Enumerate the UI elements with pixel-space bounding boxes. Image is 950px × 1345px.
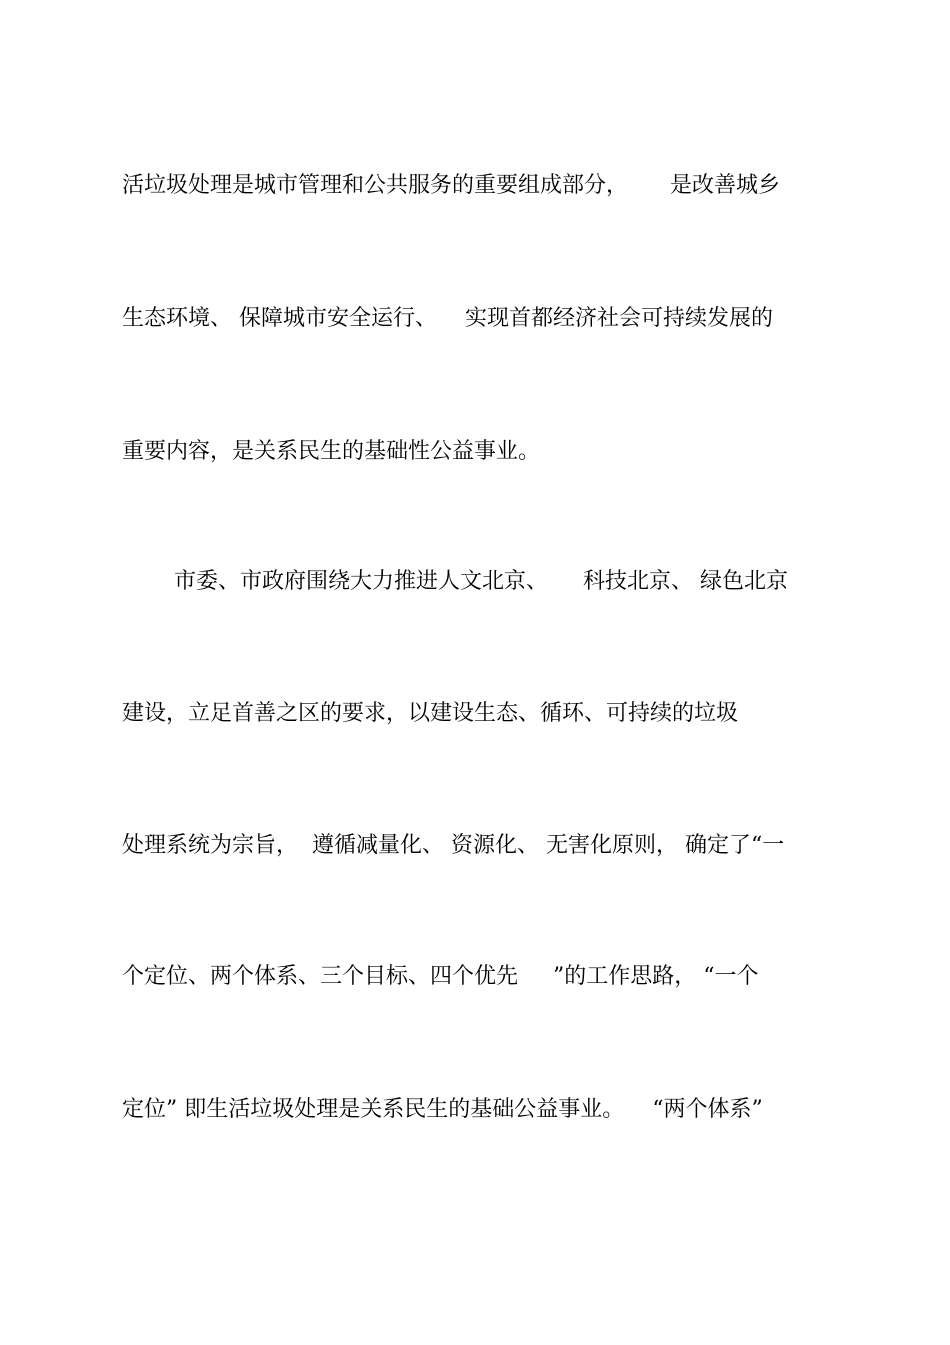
text-line-6: 处理系统为宗旨， 遵循减量化、 资源化、 无害化原则， 确定了“一: [122, 833, 785, 858]
text-line-5: 建设，立足首善之区的要求，以建设生态、循环、可持续的垃圾: [122, 701, 739, 726]
text-line-8: 定位” 即生活垃圾处理是关系民生的基础公益事业。 “两个体系”: [122, 1097, 763, 1122]
text-line-3: 重要内容，是关系民生的基础性公益事业。: [122, 439, 541, 464]
text-line-1: 活垃圾处理是城市管理和公共服务的重要组成部分， 是改善城乡: [122, 173, 780, 198]
text-line-7: 个定位、两个体系、三个目标、四个优先 ”的工作思路， “一个: [122, 964, 759, 989]
text-line-4: 市委、市政府围绕大力推进人文北京、 科技北京、 绿色北京: [174, 569, 788, 594]
text-line-2: 生态环境、 保障城市安全运行、 实现首都经济社会可持续发展的: [122, 306, 773, 331]
